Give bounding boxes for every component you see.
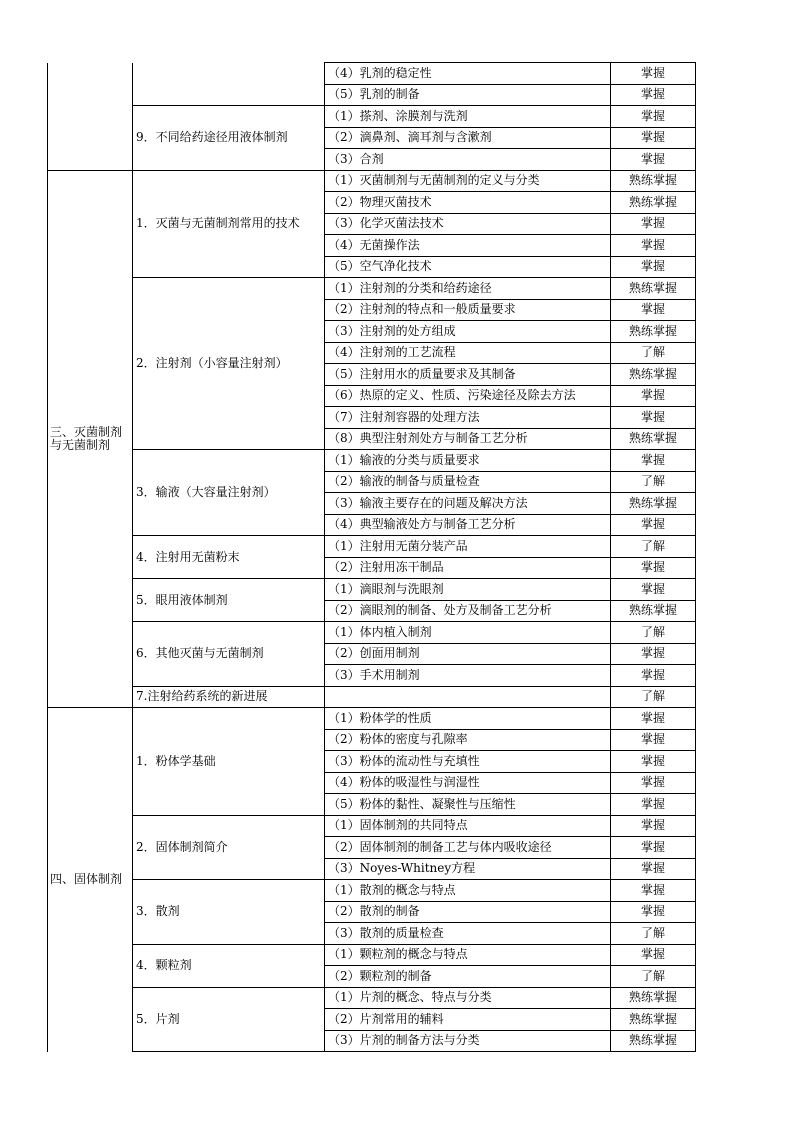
level-cell: 了解 bbox=[611, 966, 696, 988]
level-cell: 掌握 bbox=[611, 213, 696, 235]
level-cell: 熟练掌握 bbox=[611, 321, 696, 343]
item-cell: （1）粉体学的性质 bbox=[325, 708, 611, 730]
level-cell: 掌握 bbox=[611, 579, 696, 601]
table-row bbox=[48, 880, 696, 902]
topic-cell: 2．注射剂（小容量注射剂） bbox=[133, 278, 325, 450]
level-cell: 掌握 bbox=[611, 751, 696, 773]
level-cell: 掌握 bbox=[611, 557, 696, 579]
level-cell: 熟练掌握 bbox=[611, 493, 696, 515]
level-cell: 掌握 bbox=[611, 235, 696, 257]
topic-cell: 3．散剂 bbox=[133, 880, 325, 945]
level-cell: 掌握 bbox=[611, 837, 696, 859]
table-row bbox=[48, 708, 696, 730]
level-cell: 掌握 bbox=[611, 514, 696, 536]
level-cell: 了解 bbox=[611, 686, 696, 708]
topic-cell: 4．颗粒剂 bbox=[133, 944, 325, 987]
level-cell: 熟练掌握 bbox=[611, 600, 696, 622]
item-cell bbox=[325, 686, 611, 708]
item-cell: （3）手术用制剂 bbox=[325, 665, 611, 687]
table-row bbox=[48, 278, 696, 300]
item-cell: （3）片剂的制备方法与分类 bbox=[325, 1030, 611, 1052]
item-cell: （2）滴鼻剂、滴耳剂与含漱剂 bbox=[325, 127, 611, 149]
item-cell: （2）固体制剂的制备工艺与体内吸收途径 bbox=[325, 837, 611, 859]
table-row bbox=[48, 686, 696, 708]
level-cell: 掌握 bbox=[611, 944, 696, 966]
level-cell: 掌握 bbox=[611, 299, 696, 321]
item-cell: （5）粉体的黏性、凝聚性与压缩性 bbox=[325, 794, 611, 816]
level-cell: 掌握 bbox=[611, 708, 696, 730]
item-cell: （1）固体制剂的共同特点 bbox=[325, 815, 611, 837]
item-cell: （2）滴眼剂的制备、处方及制备工艺分析 bbox=[325, 600, 611, 622]
unit-cell: 三、灭菌制剂与无菌制剂 bbox=[48, 170, 133, 708]
level-cell: 掌握 bbox=[611, 106, 696, 128]
unit-cell: 四、固体制剂 bbox=[48, 708, 133, 1052]
item-cell: （3）化学灭菌法技术 bbox=[325, 213, 611, 235]
topic-cell: 4．注射用无菌粉末 bbox=[133, 536, 325, 579]
level-cell: 掌握 bbox=[611, 901, 696, 923]
level-cell: 了解 bbox=[611, 471, 696, 493]
topic-cell: 1．灭菌与无菌制剂常用的技术 bbox=[133, 170, 325, 278]
item-cell: （2）粉体的密度与孔隙率 bbox=[325, 729, 611, 751]
syllabus-body bbox=[48, 63, 696, 1052]
table-row bbox=[48, 450, 696, 472]
item-cell: （8）典型注射剂处方与制备工艺分析 bbox=[325, 428, 611, 450]
item-cell: （2）创面用制剂 bbox=[325, 643, 611, 665]
level-cell: 掌握 bbox=[611, 63, 696, 85]
level-cell: 掌握 bbox=[611, 858, 696, 880]
level-cell: 熟练掌握 bbox=[611, 192, 696, 214]
level-cell: 掌握 bbox=[611, 127, 696, 149]
topic-cell: 9．不同给药途径用液体制剂 bbox=[133, 106, 325, 171]
item-cell: （1）散剂的概念与特点 bbox=[325, 880, 611, 902]
level-cell: 掌握 bbox=[611, 450, 696, 472]
table-row bbox=[48, 536, 696, 558]
unit-cell bbox=[48, 63, 133, 171]
item-cell: （5）注射用水的质量要求及其制备 bbox=[325, 364, 611, 386]
item-cell: （1）体内植入制剂 bbox=[325, 622, 611, 644]
table-row bbox=[48, 63, 696, 85]
level-cell: 掌握 bbox=[611, 84, 696, 106]
item-cell: （4）注射剂的工艺流程 bbox=[325, 342, 611, 364]
item-cell: （3）合剂 bbox=[325, 149, 611, 171]
level-cell: 掌握 bbox=[611, 794, 696, 816]
item-cell: （1）输液的分类与质量要求 bbox=[325, 450, 611, 472]
item-cell: （4）典型输液处方与制备工艺分析 bbox=[325, 514, 611, 536]
level-cell: 掌握 bbox=[611, 256, 696, 278]
topic-cell: 5．眼用液体制剂 bbox=[133, 579, 325, 622]
table-row bbox=[48, 106, 696, 128]
topic-cell: 5．片剂 bbox=[133, 987, 325, 1052]
level-cell: 掌握 bbox=[611, 815, 696, 837]
topic-cell: 7.注射给药系统的新进展 bbox=[133, 686, 325, 708]
level-cell: 掌握 bbox=[611, 665, 696, 687]
item-cell: （2）散剂的制备 bbox=[325, 901, 611, 923]
level-cell: 掌握 bbox=[611, 407, 696, 429]
level-cell: 熟练掌握 bbox=[611, 428, 696, 450]
item-cell: （2）颗粒剂的制备 bbox=[325, 966, 611, 988]
table-row bbox=[48, 579, 696, 601]
item-cell: （2）注射用冻干制品 bbox=[325, 557, 611, 579]
table-row bbox=[48, 622, 696, 644]
level-cell: 了解 bbox=[611, 536, 696, 558]
level-cell: 熟练掌握 bbox=[611, 364, 696, 386]
item-cell: （2）注射剂的特点和一般质量要求 bbox=[325, 299, 611, 321]
table-row bbox=[48, 987, 696, 1009]
item-cell: （3）注射剂的处方组成 bbox=[325, 321, 611, 343]
item-cell: （1）颗粒剂的概念与特点 bbox=[325, 944, 611, 966]
item-cell: （4）无菌操作法 bbox=[325, 235, 611, 257]
table-row bbox=[48, 944, 696, 966]
level-cell: 掌握 bbox=[611, 880, 696, 902]
level-cell: 熟练掌握 bbox=[611, 170, 696, 192]
level-cell: 熟练掌握 bbox=[611, 987, 696, 1009]
item-cell: （3）输液主要存在的问题及解决方法 bbox=[325, 493, 611, 515]
level-cell: 了解 bbox=[611, 342, 696, 364]
level-cell: 了解 bbox=[611, 622, 696, 644]
topic-cell: 3．输液（大容量注射剂） bbox=[133, 450, 325, 536]
topic-cell: 2．固体制剂简介 bbox=[133, 815, 325, 880]
item-cell: （5）乳剂的制备 bbox=[325, 84, 611, 106]
topic-cell: 6．其他灭菌与无菌制剂 bbox=[133, 622, 325, 687]
item-cell: （5）空气净化技术 bbox=[325, 256, 611, 278]
item-cell: （1）灭菌制剂与无菌制剂的定义与分类 bbox=[325, 170, 611, 192]
item-cell: （1）滴眼剂与洗眼剂 bbox=[325, 579, 611, 601]
table-row bbox=[48, 815, 696, 837]
level-cell: 熟练掌握 bbox=[611, 278, 696, 300]
item-cell: （4）粉体的吸湿性与润湿性 bbox=[325, 772, 611, 794]
item-cell: （1）搽剂、涂膜剂与洗剂 bbox=[325, 106, 611, 128]
level-cell: 熟练掌握 bbox=[611, 1030, 696, 1052]
item-cell: （2）片剂常用的辅料 bbox=[325, 1009, 611, 1031]
level-cell: 熟练掌握 bbox=[611, 1009, 696, 1031]
item-cell: （7）注射剂容器的处理方法 bbox=[325, 407, 611, 429]
item-cell: （1）注射剂的分类和给药途径 bbox=[325, 278, 611, 300]
item-cell: （1）片剂的概念、特点与分类 bbox=[325, 987, 611, 1009]
level-cell: 掌握 bbox=[611, 729, 696, 751]
item-cell: （1）注射用无菌分装产品 bbox=[325, 536, 611, 558]
item-cell: （3）散剂的质量检查 bbox=[325, 923, 611, 945]
topic-cell bbox=[133, 63, 325, 106]
item-cell: （2）输液的制备与质量检查 bbox=[325, 471, 611, 493]
level-cell: 掌握 bbox=[611, 385, 696, 407]
item-cell: （2）物理灭菌技术 bbox=[325, 192, 611, 214]
level-cell: 掌握 bbox=[611, 149, 696, 171]
syllabus-table bbox=[47, 62, 696, 1052]
item-cell: （6）热原的定义、性质、污染途径及除去方法 bbox=[325, 385, 611, 407]
item-cell: （4）乳剂的稳定性 bbox=[325, 63, 611, 85]
topic-cell: 1．粉体学基础 bbox=[133, 708, 325, 816]
item-cell: （3）Noyes-Whitney方程 bbox=[325, 858, 611, 880]
level-cell: 了解 bbox=[611, 923, 696, 945]
item-cell: （3）粉体的流动性与充填性 bbox=[325, 751, 611, 773]
level-cell: 掌握 bbox=[611, 643, 696, 665]
table-row bbox=[48, 170, 696, 192]
level-cell: 掌握 bbox=[611, 772, 696, 794]
